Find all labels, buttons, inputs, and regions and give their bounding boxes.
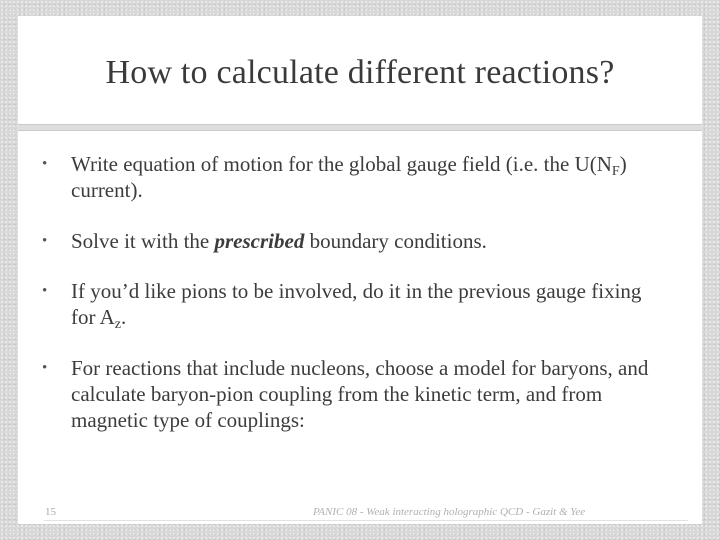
- bullet-text-part: Solve it with the: [71, 229, 215, 253]
- slide-body: [18, 16, 702, 496]
- bullet-icon: •: [42, 360, 48, 376]
- slide-title: How to calculate different reactions?: [105, 54, 615, 91]
- footer-divider: [44, 520, 688, 521]
- bullet-text: For reactions that include nucleons, choose a model for baryons, and calculate baryon-pion coupling from the kinetic term, and from magnetic type of couplings:: [71, 356, 649, 432]
- bullet-text-part: .: [120, 305, 127, 329]
- bullet-text-part: Write equation of motion for the global gauge field (i.e. the U(N: [71, 152, 612, 176]
- bullet-icon: •: [42, 283, 48, 299]
- bullet-text-part: ) current).: [71, 152, 627, 202]
- bullet-text-part: If you’d like pions to be involved, do it in the previous gauge fixing for A: [71, 279, 642, 329]
- slide: [18, 16, 702, 524]
- bullet-item: [42, 355, 662, 433]
- page-number: 15: [45, 506, 56, 518]
- subscript: z: [114, 317, 121, 332]
- footer-text: PANIC 08 - Weak interacting holographic QCD - Gazit & Yee: [313, 506, 586, 518]
- bullet-item: [42, 278, 662, 330]
- bullet-text: [71, 228, 662, 254]
- bullet-item: [42, 151, 662, 203]
- slide-footer: [18, 504, 702, 528]
- bullet-text: [71, 151, 662, 203]
- bullet-icon: •: [42, 233, 48, 249]
- bullet-text: [71, 278, 662, 330]
- bullet-item: [42, 228, 662, 254]
- subscript: F: [611, 164, 620, 179]
- emphasized-word: prescribed: [214, 229, 305, 253]
- bullet-text-part: boundary conditions.: [304, 229, 487, 253]
- bullet-icon: •: [42, 156, 48, 172]
